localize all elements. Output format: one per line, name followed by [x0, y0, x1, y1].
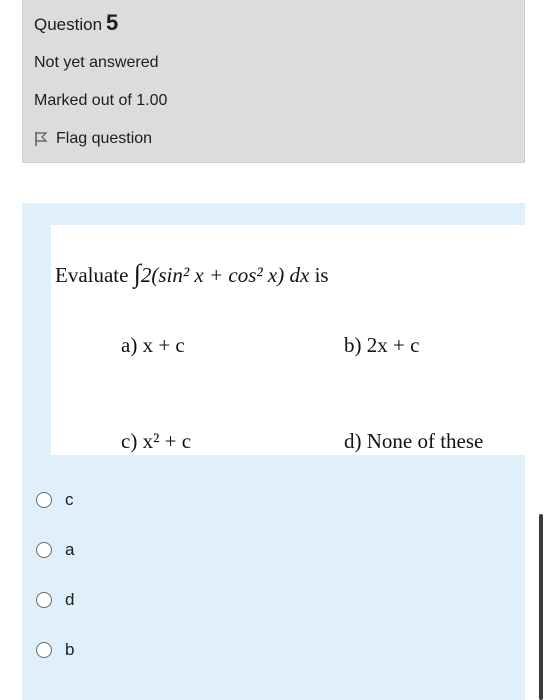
- answer-option[interactable]: [36, 538, 74, 562]
- question-content: [22, 203, 525, 700]
- radio-button[interactable]: [36, 642, 52, 658]
- answer-label: a: [65, 540, 75, 559]
- radio-button[interactable]: [36, 592, 52, 608]
- question-state: Not yet answered: [34, 54, 159, 71]
- radio-button[interactable]: [36, 492, 52, 508]
- flag-icon: [34, 131, 48, 147]
- stem-suffix: is: [314, 263, 329, 287]
- question-stem: [55, 259, 329, 289]
- question-title: [34, 10, 118, 36]
- scrollbar[interactable]: [539, 514, 543, 700]
- stem-text: Evaluate: [55, 263, 129, 287]
- question-grade: Marked out of 1.00: [34, 92, 168, 109]
- question-image: [51, 225, 525, 455]
- choice-d: d) None of these: [344, 429, 484, 453]
- question-info-panel: [22, 0, 525, 163]
- answer-label: b: [65, 640, 75, 659]
- choice-b: b) 2x + c: [344, 333, 420, 357]
- answer-option[interactable]: [36, 638, 74, 662]
- choice-a: a) x + c: [121, 333, 185, 357]
- question-number: 5: [106, 10, 119, 35]
- flag-question-label: Flag question: [56, 130, 153, 147]
- answer-label: c: [65, 490, 74, 509]
- question-label: Question: [34, 15, 103, 34]
- answer-option[interactable]: [36, 488, 74, 512]
- answer-option[interactable]: [36, 588, 74, 612]
- radio-button[interactable]: [36, 542, 52, 558]
- answer-label: d: [65, 590, 75, 609]
- integral-sign: ∫: [133, 259, 141, 288]
- stem-integral: 2(sin² x + cos² x) dx: [140, 263, 310, 287]
- flag-question-link[interactable]: [34, 130, 152, 148]
- choice-c: c) x² + c: [121, 429, 192, 453]
